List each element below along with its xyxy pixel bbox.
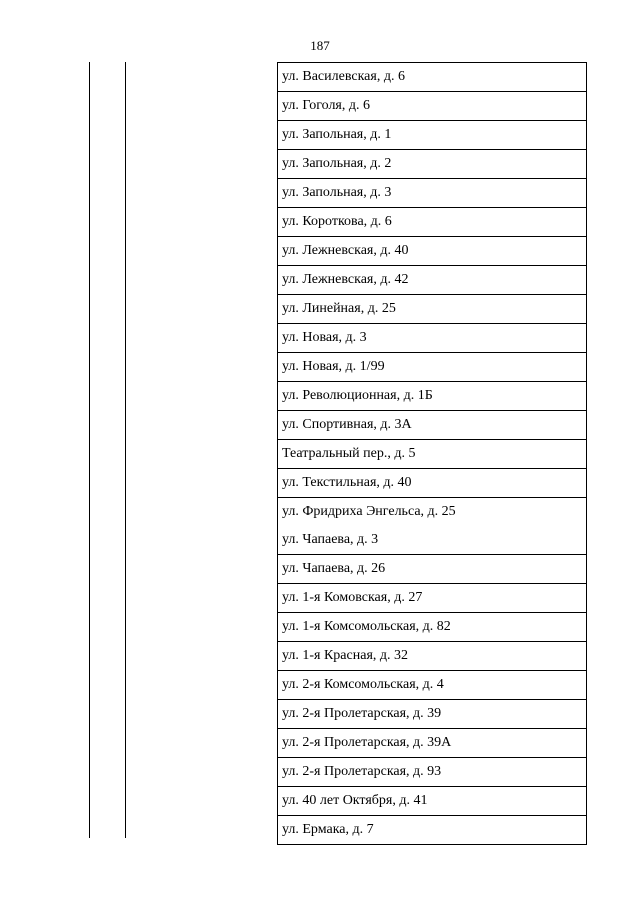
address-cell: ул. Новая, д. 1/99 (278, 353, 587, 382)
table-row (278, 121, 587, 150)
table-row (278, 63, 587, 92)
table-row (278, 613, 587, 642)
address-cell: ул. Лежневская, д. 42 (278, 266, 587, 295)
table-row (278, 179, 587, 208)
address-cell: ул. Спортивная, д. 3А (278, 411, 587, 440)
address-cell: ул. Линейная, д. 25 (278, 295, 587, 324)
table-row (278, 526, 587, 555)
table-row (278, 555, 587, 584)
address-cell: ул. Ермака, д. 7 (278, 816, 587, 845)
address-cell: ул. Короткова, д. 6 (278, 208, 587, 237)
address-cell: ул. Революционная, д. 1Б (278, 382, 587, 411)
address-cell: ул. 2-я Пролетарская, д. 39А (278, 729, 587, 758)
table-row (278, 266, 587, 295)
address-cell: ул. Лежневская, д. 40 (278, 237, 587, 266)
address-cell: ул. 1-я Красная, д. 32 (278, 642, 587, 671)
table-row (278, 700, 587, 729)
table-row (278, 671, 587, 700)
address-cell: ул. 2-я Комсомольская, д. 4 (278, 671, 587, 700)
address-cell: ул. 2-я Пролетарская, д. 93 (278, 758, 587, 787)
address-cell: ул. Новая, д. 3 (278, 324, 587, 353)
table-row (278, 642, 587, 671)
address-cell: ул. Запольная, д. 3 (278, 179, 587, 208)
table-row (278, 787, 587, 816)
address-cell: ул. Текстильная, д. 40 (278, 469, 587, 498)
table-row (278, 584, 587, 613)
address-cell: ул. 1-я Комовская, д. 27 (278, 584, 587, 613)
address-cell: ул. Чапаева, д. 26 (278, 555, 587, 584)
table-row (278, 758, 587, 787)
address-cell: ул. 1-я Комсомольская, д. 82 (278, 613, 587, 642)
page-number: 187 (310, 38, 330, 53)
address-cell: ул. Василевская, д. 6 (278, 63, 587, 92)
table-row (278, 469, 587, 498)
address-cell: ул. 40 лет Октября, д. 41 (278, 787, 587, 816)
address-table (277, 62, 587, 845)
address-cell: ул. Гоголя, д. 6 (278, 92, 587, 121)
address-cell: ул. Запольная, д. 1 (278, 121, 587, 150)
table-row (278, 295, 587, 324)
table-row (278, 92, 587, 121)
table-column-border-left (89, 62, 90, 838)
address-cell: Театральный пер., д. 5 (278, 440, 587, 469)
address-cell: ул. 2-я Пролетарская, д. 39 (278, 700, 587, 729)
table-column-border-inner (125, 62, 126, 838)
table-row (278, 237, 587, 266)
table-row (278, 324, 587, 353)
table-row (278, 208, 587, 237)
table-row (278, 440, 587, 469)
table-row (278, 150, 587, 179)
table-row (278, 353, 587, 382)
address-cell: ул. Чапаева, д. 3 (278, 526, 587, 555)
table-row (278, 498, 587, 527)
address-rows (278, 63, 587, 845)
table-row (278, 816, 587, 845)
table-row (278, 382, 587, 411)
address-cell: ул. Запольная, д. 2 (278, 150, 587, 179)
table-row (278, 729, 587, 758)
table-row (278, 411, 587, 440)
address-cell: ул. Фридриха Энгельса, д. 25 (278, 498, 587, 527)
